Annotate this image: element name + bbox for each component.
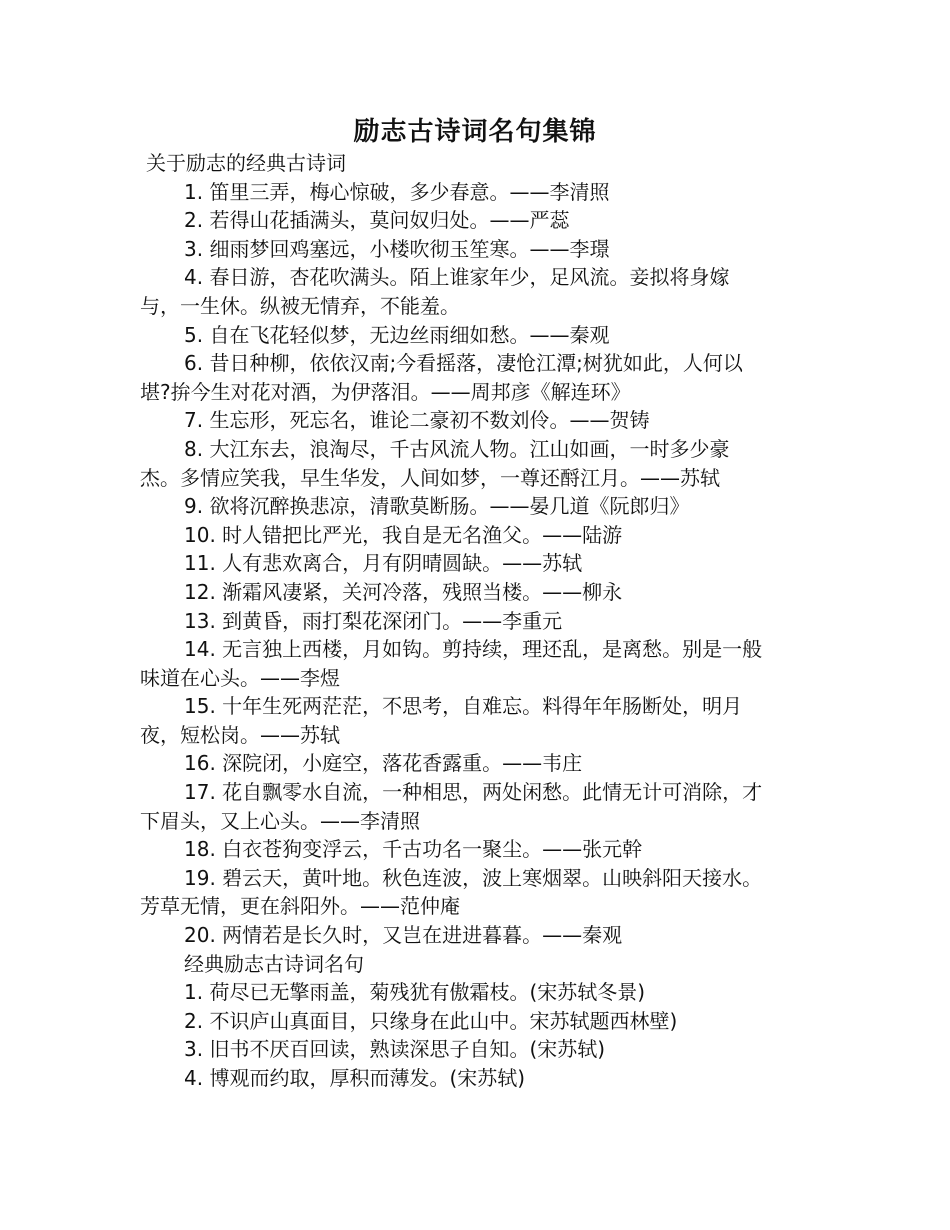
quote-line: 4. 博观而约取，厚积而薄发。(宋苏轼) <box>184 1066 526 1090</box>
poem-line: 14. 无言独上西楼，月如钩。剪持续，理还乱，是离愁。别是一般 <box>184 637 763 662</box>
poem-line: 17. 花自飘零水自流，一种相思，两处闲愁。此情无计可消除，才 <box>184 780 763 805</box>
poem-line: 16. 深院闭，小庭空，落花香露重。——韦庄 <box>184 751 583 776</box>
poem-line-continuation: 味道在心头。——李煜 <box>140 665 340 690</box>
poem-line: 19. 碧云天，黄叶地。秋色连波，波上寒烟翠。山映斜阳天接水。 <box>184 865 763 890</box>
poem-line-continuation: 与，一生休。纵被无情弃，不能羞。 <box>140 293 460 318</box>
poem-line: 9. 欲将沉醉换悲凉，清歌莫断肠。——晏几道《阮郎归》 <box>184 494 690 519</box>
document-title: 励志古诗词名句集锦 <box>353 117 597 147</box>
poem-line: 7. 生忘形，死忘名，谁论二豪初不数刘伶。——贺铸 <box>184 408 650 433</box>
poem-line: 8. 大江东去，浪淘尽，千古风流人物。江山如画，一时多少豪 <box>184 436 730 461</box>
poem-line: 4. 春日游，杏花吹满头。陌上谁家年少，足风流。妾拟将身嫁 <box>184 265 730 290</box>
poem-line: 1. 笛里三弄，梅心惊破，多少春意。——李清照 <box>184 179 610 204</box>
poem-line: 6. 昔日种柳，依依汉南;今看摇落，凄怆江潭;树犹如此，人何以 <box>184 351 743 376</box>
poem-line-continuation: 杰。多情应笑我，早生华发，人间如梦，一尊还酹江月。——苏轼 <box>140 465 720 490</box>
section-heading: 经典励志古诗词名句 <box>184 951 364 976</box>
poem-line: 5. 自在飞花轻似梦，无边丝雨细如愁。——秦观 <box>184 322 610 347</box>
poem-line-continuation: 下眉头，又上心头。——李清照 <box>140 808 420 833</box>
poem-line: 20. 两情若是长久时，又岂在进进暮暮。——秦观 <box>184 923 623 948</box>
poem-line: 2. 若得山花插满头，莫问奴归处。——严蕊 <box>184 208 570 233</box>
quote-line: 2. 不识庐山真面目，只缘身在此山中。宋苏轼题西林壁) <box>184 1008 678 1033</box>
quote-line: 3. 旧书不厌百回读，熟读深思子自知。(宋苏轼) <box>184 1037 606 1062</box>
poem-line: 15. 十年生死两茫茫，不思考，自难忘。料得年年肠断处，明月 <box>184 694 743 719</box>
poem-line: 18. 白衣苍狗变浮云，千古功名一聚尘。——张元幹 <box>184 837 643 862</box>
quote-line: 1. 荷尽已无擎雨盖，菊残犹有傲霜枝。(宋苏轼冬景) <box>184 980 646 1005</box>
poem-line-continuation: 芳草无情，更在斜阳外。——范仲庵 <box>140 894 460 919</box>
poem-line: 3. 细雨梦回鸡塞远，小楼吹彻玉笙寒。——李璟 <box>184 236 610 261</box>
poem-line: 12. 渐霜风凄紧，关河冷落，残照当楼。——柳永 <box>184 579 623 604</box>
document-body <box>140 149 810 1093</box>
poem-line: 13. 到黄昏，雨打梨花深闭门。——李重元 <box>184 608 563 633</box>
section-heading: 关于励志的经典古诗词 <box>146 151 346 175</box>
poem-line: 10. 时人错把比严光，我自是无名渔父。——陆游 <box>184 522 623 547</box>
poem-line-continuation: 堪?拚今生对花对酒，为伊落泪。——周邦彦《解连环》 <box>140 379 631 404</box>
poem-line: 11. 人有悲欢离合，月有阴晴圆缺。——苏轼 <box>184 551 583 576</box>
poem-line-continuation: 夜，短松岗。——苏轼 <box>140 722 340 747</box>
